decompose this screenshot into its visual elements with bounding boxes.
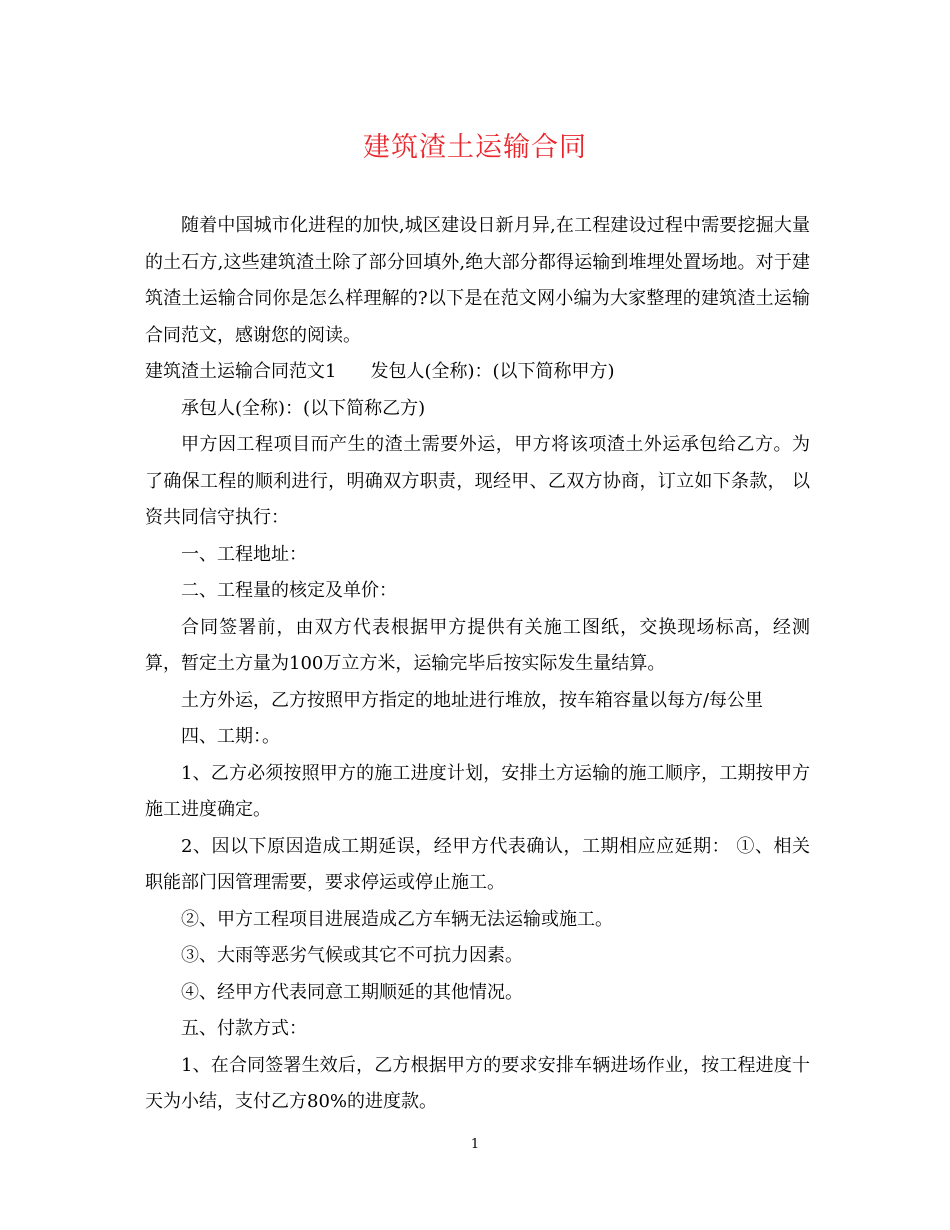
preamble-paragraph: 甲方因工程项目而产生的渣土需要外运，甲方将该项渣土外运承包给乙方。为了确保工程的顺利进行，明确双方职责，现经甲、乙双方协商，订立如下条款， 以资共同信守执行： [145, 434, 810, 528]
party-a-line: 发包人(全称)：(以下简称甲方) [370, 361, 615, 382]
document-body [145, 208, 810, 1121]
party-b-line: 承包人(全称)：(以下简称乙方) [181, 397, 426, 419]
sample-heading-line [145, 354, 810, 391]
section-5-heading: 五、付款方式： [181, 1018, 307, 1039]
section-2-heading: 二、工程量的核定及单价： [181, 580, 397, 601]
section-2-paragraph-2: 土方外运，乙方按照甲方指定的地址进行堆放，按车箱容量以每方/每公里 [181, 689, 764, 711]
section-5-paragraph-1: 1、在合同签署生效后，乙方根据甲方的要求安排车辆进场作业，按工程进度十天为小结，支付乙方80%的进度款。 [145, 1054, 810, 1112]
sample-heading: 建筑渣土运输合同范文1 [145, 361, 337, 382]
section-1-heading: 一、工程地址： [181, 543, 307, 565]
section-4-heading: 四、工期：。 [181, 726, 280, 747]
section-4-paragraph-3: ②、甲方工程项目进展造成乙方车辆无法运输或施工。 [181, 908, 613, 930]
section-4-paragraph-4: ③、大雨等恶劣气候或其它不可抗力因素。 [181, 945, 523, 966]
section-4-paragraph-1: 1、乙方必须按照甲方的施工进度计划，安排土方运输的施工顺序，工期按甲方施工进度确定。 [145, 762, 810, 820]
document-title: 建筑渣土运输合同 [363, 132, 587, 163]
section-2-paragraph-1: 合同签署前，由双方代表根据甲方提供有关施工图纸，交换现场标高，经测算，暂定土方量为100万立方米，运输完毕后按实际发生量结算。 [145, 616, 810, 674]
intro-paragraph: 随着中国城市化进程的加快,城区建设日新月异,在工程建设过程中需要挖掘大量的土石方,这些建筑渣土除了部分回填外,绝大部分都得运输到堆埋处置场地。对于建筑渣土运输合同你是怎么样理解的?以下是在范文网小编为大家整理的建筑渣土运输合同范文，感谢您的阅读。 [145, 215, 810, 346]
section-4-paragraph-5: ④、经甲方代表同意工期顺延的其他情况。 [181, 981, 523, 1003]
page-number: 1 [470, 1137, 480, 1152]
section-4-paragraph-2: 2、因以下原因造成工期延误，经甲方代表确认，工期相应应延期： ①、相关职能部门因管理需要，要求停运或停止施工。 [145, 835, 810, 893]
